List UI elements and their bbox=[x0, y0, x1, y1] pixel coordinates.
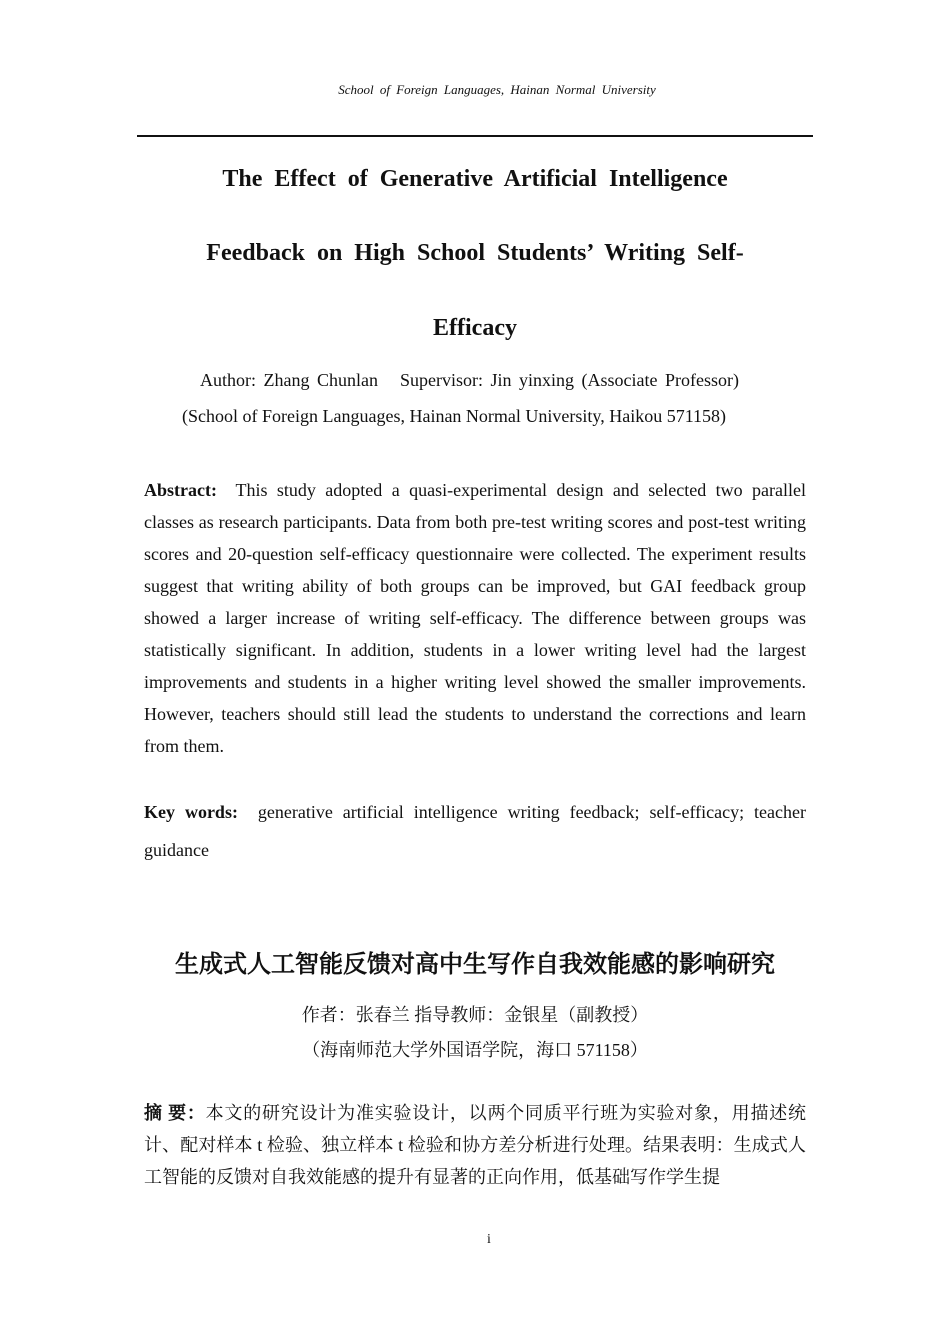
page-number: i bbox=[487, 1232, 491, 1247]
byline bbox=[200, 370, 739, 391]
keywords-paragraph bbox=[144, 793, 806, 869]
affiliation: (School of Foreign Languages, Hainan Normal University, Haikou 571158) bbox=[182, 406, 727, 426]
title-line-3: Efficacy bbox=[433, 315, 517, 341]
header-rule bbox=[137, 135, 813, 137]
author-name: Author: Zhang Chunlan bbox=[200, 370, 378, 390]
keywords-text: generative artificial intelligence writing feedback; self-efficacy; teacher guidance bbox=[144, 802, 806, 860]
supervisor-name: Supervisor: Jin yinxing (Associate Professor) bbox=[399, 370, 739, 390]
chinese-abstract-label: 摘 要： bbox=[144, 1103, 206, 1123]
chinese-affiliation: （海南师范大学外国语学院，海口 571158） bbox=[302, 1040, 648, 1060]
chinese-title: 生成式人工智能反馈对高中生写作自我效能感的影响研究 bbox=[175, 950, 775, 978]
chinese-abstract-text: 本文的研究设计为准实验设计，以两个同质平行班为实验对象，用描述统计、配对样本 t 检验、独立样本 t 检验和协方差分析进行处理。结果表明：生成式人工智能的反馈对自我效能感的提升有显著的正向作用，低基础写作学生提 bbox=[144, 1103, 807, 1187]
abstract-paragraph bbox=[144, 474, 806, 762]
abstract-label: Abstract: bbox=[144, 480, 217, 500]
title-line-1: The Effect of Generative Artificial Intelligence bbox=[222, 166, 728, 192]
running-head: School of Foreign Languages, Hainan Normal University bbox=[338, 82, 656, 97]
chinese-abstract bbox=[144, 1097, 806, 1193]
keywords-label: Key words: bbox=[144, 802, 238, 822]
chinese-byline: 作者：张春兰 指导教师：金银星（副教授） bbox=[301, 1005, 649, 1025]
title-line-2: Feedback on High School Students’ Writing Self- bbox=[206, 240, 744, 266]
abstract-text: This study adopted a quasi-experimental design and selected two parallel classes as research participants. Data from both pre-test writing scores and post-test writing scores and 20-question self-efficacy questionnaire were collected. The experiment results suggest that writing ability of both groups can be improved, but GAI feedback group showed a larger increase of writing self-efficacy. The difference between groups was statistically significant. In addition, students in a lower writing level had the largest improvements and students in a higher writing level showed the smaller improvements. However, teachers should still lead the students to understand the corrections and learn from them. bbox=[144, 480, 806, 756]
